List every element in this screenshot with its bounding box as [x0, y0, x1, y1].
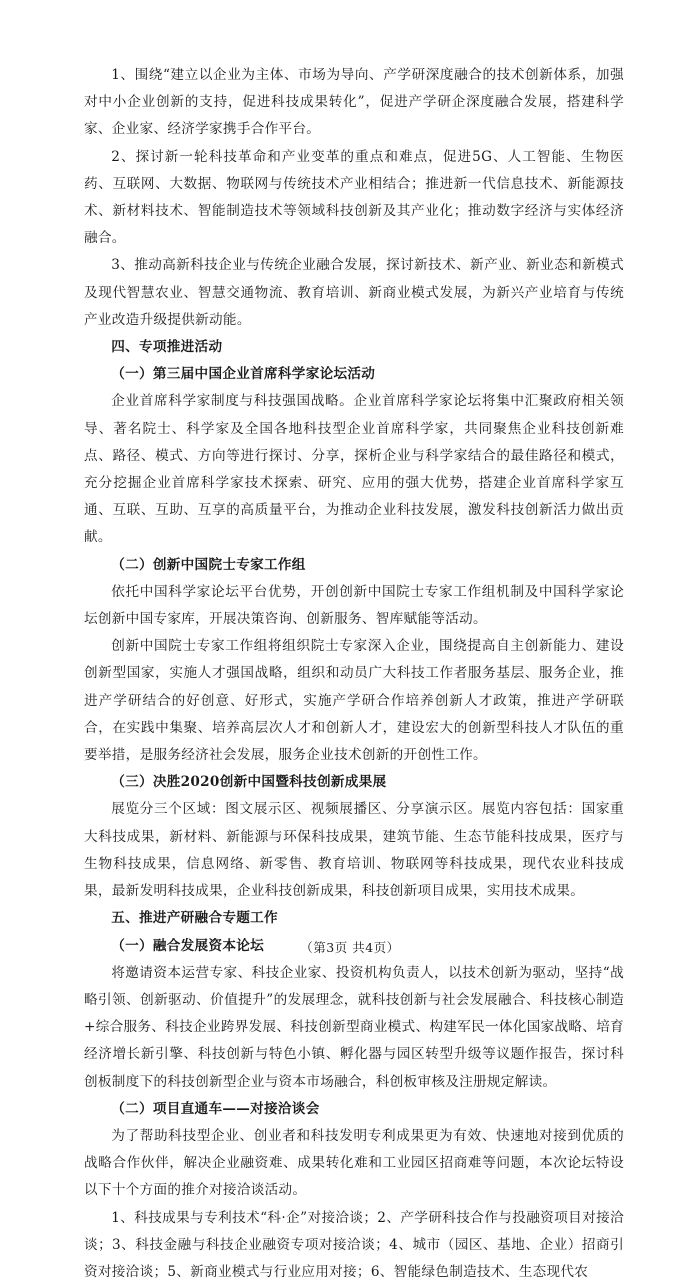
paragraph: 3、推动高新科技企业与传统企业融合发展，探讨新技术、新产业、新业态和新模式及现代智慧农业、智慧交通物流、教育培训、新商业模式发展，为新兴产业培育与传统产业改造升级提供新动能。: [84, 257, 624, 328]
subsection-heading: （二）项目直通车——对接洽谈会: [111, 1100, 320, 1117]
paragraph: 1、科技成果与专利技术“科·企”对接洽谈；2、产学研科技合作与投融资项目对接洽谈；3、科技金融与科技企业融资专项对接洽谈；4、城市（园区、基地、企业）招商引资对接洽谈；5、新商业模式与行业应用对接；6、智能绿色制造技术、生态现代农: [84, 1209, 624, 1280]
document-body: [84, 62, 624, 1286]
paragraph: 企业首席科学家制度与科技强国战略。企业首席科学家论坛将集中汇聚政府相关领导、著名院士、科学家及全国各地科技型企业首席科学家，共同聚焦企业科技创新难点、路径、模式、方向等进行探讨、分享，探析企业与科学家结合的最佳路径和模式，充分挖掘企业首席科学家技术探索、研究、应用的强大优势，搭建企业首席科学家互通、互联、互助、互享的高质量平台，为推动企业科技发展，激发科技创新活力做出贡献。: [84, 393, 624, 546]
paragraph: 创新中国院士专家工作组将组织院士专家深入企业，围绕提高自主创新能力、建设创新型国家，实施人才强国战略，组织和动员广大科技工作者服务基层、服务企业，推进产学研结合的好创意、好形式，实施产学研合作培养创新人才政策，推进产学研联合，在实践中集聚、培养高层次人才和创新人才，建设宏大的创新型科技人才队伍的重要举措，是服务经济社会发展，服务企业技术创新的开创性工作。: [84, 638, 624, 764]
section-heading: 五、推进产研融合专题工作: [111, 910, 278, 927]
subsection-heading: （一）第三届中国企业首席科学家论坛活动: [111, 366, 376, 383]
paragraph: 2、探讨新一轮科技革命和产业变革的重点和难点，促进5G、人工智能、生物医药、互联网、大数据、物联网与传统技术产业相结合；推进新一代信息技术、新能源技术、新材料技术、智能制造技术等领域科技创新及其产业化；推动数字经济与实体经济融合。: [84, 148, 624, 247]
paragraph: 展览分三个区域：图文展示区、视频展播区、分享演示区。展览内容包括：国家重大科技成果，新材料、新能源与环保科技成果，建筑节能、生态节能科技成果，医疗与生物科技成果，信息网络、新零售、教育培训、物联网等科技成果，现代农业科技成果，最新发明科技成果，企业科技创新成果，科技创新项目成果，实用技术成果。: [84, 801, 624, 900]
paragraph: 将邀请资本运营专家、科技企业家、投资机构负责人，以技术创新为驱动，坚持“战略引领、创新驱动、价值提升”的发展理念，就科技创新与社会发展融合、科技核心制造+综合服务、科技企业跨界发展、科技创新型商业模式、构建军民一体化国家战略、培育经济增长新引擎、科技创新与特色小镇、孵化器与园区转型升级等议题作报告，探讨科创板制度下的科技创新型企业与资本市场融合，科创板审核及注册规定解读。: [84, 964, 624, 1090]
paragraph: 依托中国科学家论坛平台优势，开创创新中国院士专家工作组机制及中国科学家论坛创新中国专家库，开展决策咨询、创新服务、智库赋能等活动。: [84, 583, 624, 628]
subsection-heading: （二）创新中国院士专家工作组: [111, 556, 306, 573]
paragraph: 1、围绕“建立以企业为主体、市场为导向、产学研深度融合的技术创新体系，加强对中小企业创新的支持，促进科技成果转化”，促进产学研企深度融合发展，搭建科学家、企业家、经济学家携手合作平台。: [84, 67, 624, 138]
paragraph: 为了帮助科技型企业、创业者和科技发明专利成果更为有效、快速地对接到优质的战略合作伙伴，解决企业融资难、成果转化难和工业园区招商难等问题，本次论坛特设以下十个方面的推介对接洽谈活动。: [84, 1127, 624, 1199]
subsection-heading: （三）决胜2020创新中国暨科技创新成果展: [111, 774, 387, 791]
subsection-heading: （一）融合发展资本论坛: [111, 937, 265, 954]
section-heading: 四、专项推进活动: [111, 339, 223, 356]
page-footer: （第3页 共4页）: [300, 940, 400, 955]
